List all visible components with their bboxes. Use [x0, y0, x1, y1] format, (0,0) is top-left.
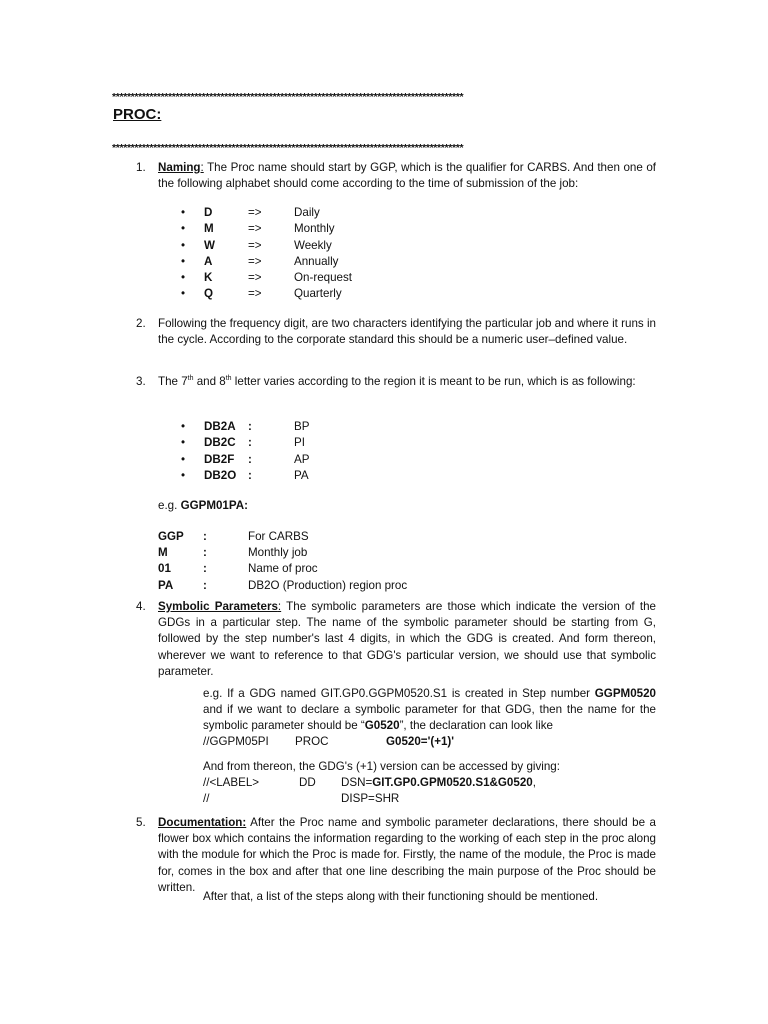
bullet-icon: • — [181, 436, 186, 450]
example-text-c: and if we want to declare a symbolic parameter for that GDG, then the name for the symbolic parameter should be “ — [203, 703, 656, 733]
breakdown-key: M — [158, 546, 168, 560]
example-param-name: G0520 — [364, 719, 400, 733]
region-code: DB2F — [204, 452, 235, 466]
breakdown-value: DB2O (Production) region proc — [248, 578, 408, 592]
documentation-text-2: After that, a list of the steps along with their functioning should be mentioned. — [203, 890, 599, 903]
jcl-proc-name: //GGPM05PI — [203, 735, 269, 748]
bullet-icon: • — [181, 271, 186, 285]
arrow: => — [248, 238, 262, 252]
breakdown-value: For CARBS — [248, 530, 309, 543]
item-symbolic-parameters — [158, 599, 656, 680]
frequency-code: M — [204, 222, 214, 236]
example-step-name: GGPM0520 — [594, 687, 656, 700]
jcl-dd-line — [203, 775, 536, 791]
arrow: => — [248, 254, 262, 268]
bullet-icon: • — [181, 420, 186, 433]
colon: : — [248, 468, 252, 482]
breakdown-key: 01 — [158, 562, 171, 576]
region-text-b: and 8 — [193, 375, 226, 388]
jcl-disp-line — [203, 791, 400, 807]
item-number-4: 4. — [136, 600, 146, 613]
jcl-proc-keyword: PROC — [295, 735, 329, 748]
item-naming — [158, 160, 656, 192]
documentation-heading: Documentation: — [158, 816, 247, 829]
item-number-3: 3. — [136, 375, 146, 388]
region-text-a: The 7 — [158, 375, 188, 388]
naming-heading: Naming — [158, 161, 201, 174]
breakdown-key: GGP — [158, 530, 184, 543]
frequency-label: Annually — [294, 254, 339, 268]
jcl-dsn-keyword: DSN= — [341, 776, 373, 789]
bullet-icon: • — [181, 287, 186, 301]
bullet-icon: • — [181, 222, 186, 236]
naming-colon: : — [200, 161, 204, 174]
bullet-icon: • — [181, 468, 186, 482]
region-code: DB2A — [204, 420, 236, 433]
colon: : — [203, 578, 207, 592]
separator-top: ********************************************************************************************** — [112, 91, 464, 103]
jcl-comma: , — [532, 776, 536, 789]
documentation-text: After the Proc name and symbolic parameter declarations, there should be a flower box which contains the information regarding to the working of each step in the proc along with the module for which the Proc is made for. Firstly, the name of the module, the Proc is made for, comes in the box and after that one line describing the main purpose of the Proc should be written. — [158, 816, 656, 894]
frequency-code: D — [204, 206, 213, 219]
frequency-label: Weekly — [294, 238, 332, 252]
arrow: => — [248, 206, 262, 219]
colon: : — [203, 562, 207, 576]
jcl-proc-line — [203, 734, 455, 750]
example-prefix: e.g. — [158, 499, 181, 512]
example-text-e: ”, the declaration can look like — [399, 719, 553, 733]
jcl-label: //<LABEL> — [203, 776, 260, 789]
region-value: PA — [294, 468, 309, 482]
frequency-code: W — [204, 238, 215, 252]
bullet-icon: • — [181, 254, 186, 268]
item-number-1: 1. — [136, 161, 146, 174]
region-value: BP — [294, 420, 310, 433]
bullet-icon: • — [181, 238, 186, 252]
item-region-letters — [158, 374, 656, 390]
example-label — [158, 498, 248, 514]
item-number-5: 5. — [136, 816, 146, 829]
frequency-code: K — [204, 271, 213, 285]
region-value: AP — [294, 452, 310, 466]
colon: : — [248, 436, 252, 450]
superscript: th — [225, 375, 232, 383]
region-text-c: letter varies according to the region it is meant to be run, which is as following: — [231, 375, 636, 388]
region-code: DB2C — [204, 436, 236, 450]
jcl-dd-keyword: DD — [299, 776, 316, 789]
colon: : — [248, 420, 252, 433]
naming-text: The Proc name should start by GGP, which is the qualifier for CARBS. And then one of the following alphabet should come according to the time of submission of the job: — [158, 161, 656, 191]
frequency-code: A — [204, 254, 213, 268]
arrow: => — [248, 287, 262, 301]
frequency-label: Quarterly — [294, 287, 342, 301]
item-documentation — [158, 815, 656, 896]
example-text-a: e.g. If a GDG named GIT.GP0.GGPM0520.S1 is created in Step number — [203, 687, 595, 700]
arrow: => — [248, 271, 262, 285]
colon: : — [203, 530, 207, 543]
frequency-code: Q — [204, 287, 214, 301]
breakdown-value: Monthly job — [248, 546, 308, 560]
separator-bottom: ********************************************************************************************** — [112, 142, 464, 154]
arrow: => — [248, 222, 262, 236]
item-frequency-digit: Following the frequency digit, are two characters identifying the particular job and where it runs in the cycle. According to the corporate standard this should be a numeric user–defined value. — [158, 317, 656, 347]
example-value: GGPM01PA: — [180, 499, 248, 512]
jcl-symbolic-decl: G0520='(+1)' — [386, 735, 455, 748]
bullet-icon: • — [181, 206, 186, 219]
frequency-label: Monthly — [294, 222, 335, 236]
symbolic-colon: : — [277, 600, 282, 613]
superscript: th — [187, 375, 194, 383]
breakdown-value: Name of proc — [248, 562, 318, 576]
frequency-label: Daily — [294, 206, 320, 219]
page-title: PROC: — [113, 106, 162, 123]
item-number-2: 2. — [136, 317, 146, 330]
jcl-disp-value: DISP=SHR — [341, 792, 400, 805]
region-value: PI — [294, 436, 305, 450]
jcl-dsn-value: GIT.GP0.GPM0520.S1&G0520 — [372, 776, 533, 789]
colon: : — [248, 452, 252, 466]
access-text: And from thereon, the GDG's (+1) version can be accessed by giving: — [203, 760, 560, 773]
symbolic-text: The symbolic parameters are those which indicate the version of the GDGs in a particular step. The name of the symbolic parameter should be starting from G, followed by the step number's last 4 digits, in which the GDG is created. And form thereon, wherever we want to reference to that GDG's particular version, we should use that symbolic parameter. — [158, 600, 656, 678]
symbolic-heading: Symbolic Parameters — [158, 600, 278, 613]
region-code: DB2O — [204, 468, 237, 482]
symbolic-example — [203, 686, 656, 735]
breakdown-key: PA — [158, 578, 174, 592]
bullet-icon: • — [181, 452, 186, 466]
frequency-label: On-request — [294, 271, 352, 285]
jcl-continuation: // — [203, 792, 210, 805]
colon: : — [203, 546, 207, 560]
